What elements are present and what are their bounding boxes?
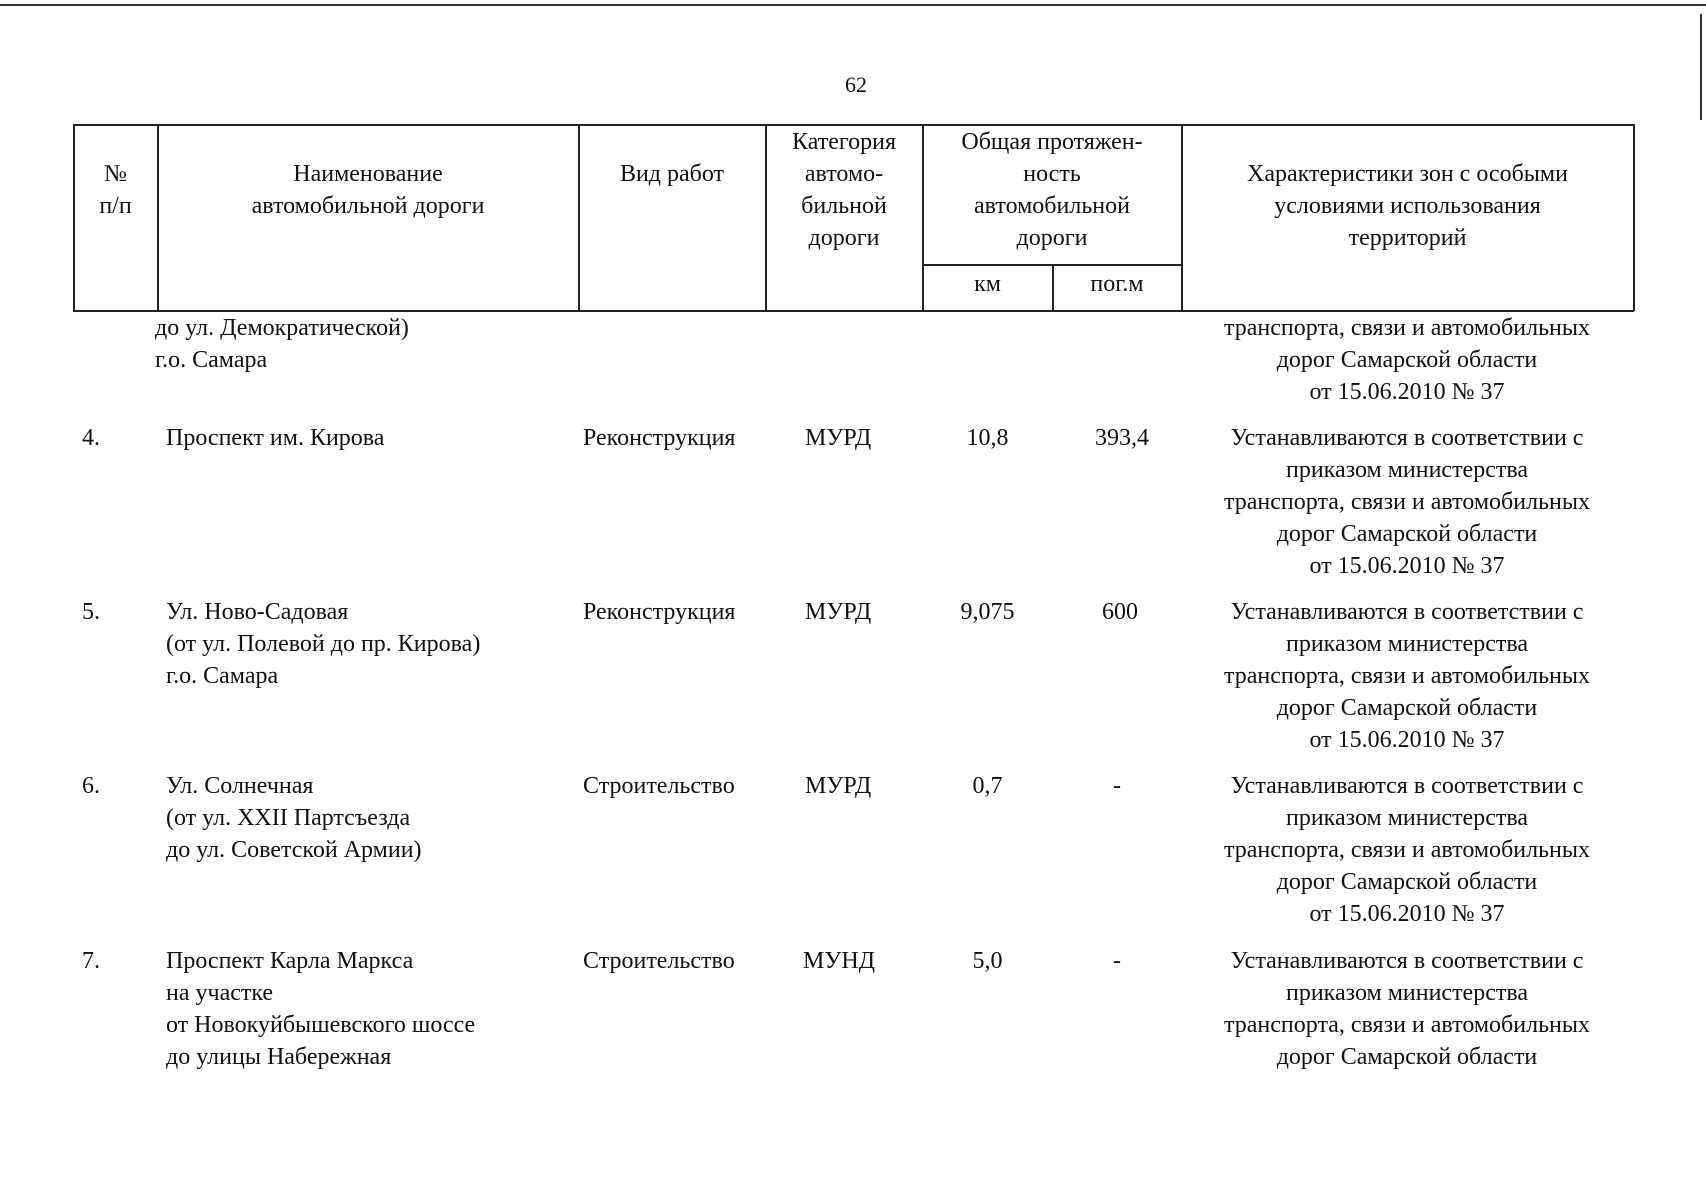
work-type: Реконструкция bbox=[583, 425, 736, 451]
length-km: 5,0 bbox=[972, 948, 1003, 974]
length-km: 0,7 bbox=[972, 773, 1003, 799]
header-num: № п/п bbox=[99, 161, 132, 219]
work-type: Реконструкция bbox=[583, 599, 736, 625]
table-row bbox=[0, 596, 1706, 766]
scan-top-edge-line bbox=[0, 4, 1706, 6]
continuation-zone-characteristics: транспорта, связи и автомобильных дорог Самарской области от 15.06.2010 № 37 bbox=[1224, 315, 1590, 405]
header-km: км bbox=[974, 271, 1001, 297]
road-category: МУРД bbox=[805, 599, 872, 625]
length-km: 9,075 bbox=[960, 599, 1015, 625]
zone-characteristics: Устанавливаются в соответствии с приказом министерства транспорта, связи и автомобильных дорог Самарской области от 15.06.2010 № 37 bbox=[1224, 425, 1590, 579]
scan-right-edge-mark bbox=[1700, 14, 1702, 120]
header-pogm: пог.м bbox=[1090, 271, 1144, 297]
continuation-road-name: до ул. Демократической) г.о. Самара bbox=[155, 315, 409, 373]
road-category: МУРД bbox=[805, 773, 872, 799]
length-km: 10,8 bbox=[966, 425, 1009, 451]
row-number: 4. bbox=[82, 425, 100, 451]
zone-characteristics: Устанавливаются в соответствии с приказом министерства транспорта, связи и автомобильных дорог Самарской области от 15.06.2010 № 37 bbox=[1224, 773, 1590, 927]
road-name: Проспект им. Кирова bbox=[166, 425, 385, 451]
road-name: Проспект Карла Маркса на участке от Новокуйбышевского шоссе до улицы Набережная bbox=[166, 948, 476, 1070]
length-pogm: 393,4 bbox=[1095, 425, 1149, 451]
header-total-length: Общая протяжен- ность автомобильной дороги bbox=[961, 129, 1143, 251]
table-row bbox=[0, 422, 1706, 592]
row-number: 5. bbox=[82, 599, 100, 625]
road-name: Ул. Солнечная (от ул. XXII Партсъезда до ул. Советской Армии) bbox=[166, 773, 422, 863]
row-number: 6. bbox=[82, 773, 100, 799]
header-road-name: Наименование автомобильной дороги bbox=[251, 161, 485, 219]
road-category: МУНД bbox=[803, 948, 876, 974]
page-number: 62 bbox=[845, 72, 867, 97]
road-name: Ул. Ново-Садовая (от ул. Полевой до пр. Кирова) г.о. Самара bbox=[166, 599, 481, 689]
row-number: 7. bbox=[82, 948, 100, 974]
table-row bbox=[0, 945, 1706, 1085]
zone-characteristics: Устанавливаются в соответствии с приказом министерства транспорта, связи и автомобильных дорог Самарской области от 15.06.2010 № 37 bbox=[1224, 599, 1590, 753]
header-work-type: Вид работ bbox=[619, 161, 725, 187]
header-road-category: Категория автомо- бильной дороги bbox=[792, 129, 896, 251]
table-row bbox=[0, 770, 1706, 940]
work-type: Строительство bbox=[583, 773, 735, 799]
header-zone-characteristics: Характеристики зон с особыми условиями использования территорий bbox=[1247, 161, 1568, 251]
length-pogm: 600 bbox=[1102, 599, 1138, 625]
length-pogm: - bbox=[1113, 773, 1121, 799]
zone-characteristics: Устанавливаются в соответствии с приказом министерства транспорта, связи и автомобильных дорог Самарской области bbox=[1224, 948, 1590, 1070]
work-type: Строительство bbox=[583, 948, 735, 974]
table-row-continuation bbox=[0, 312, 1706, 412]
length-pogm: - bbox=[1113, 948, 1121, 974]
road-category: МУРД bbox=[805, 425, 872, 451]
